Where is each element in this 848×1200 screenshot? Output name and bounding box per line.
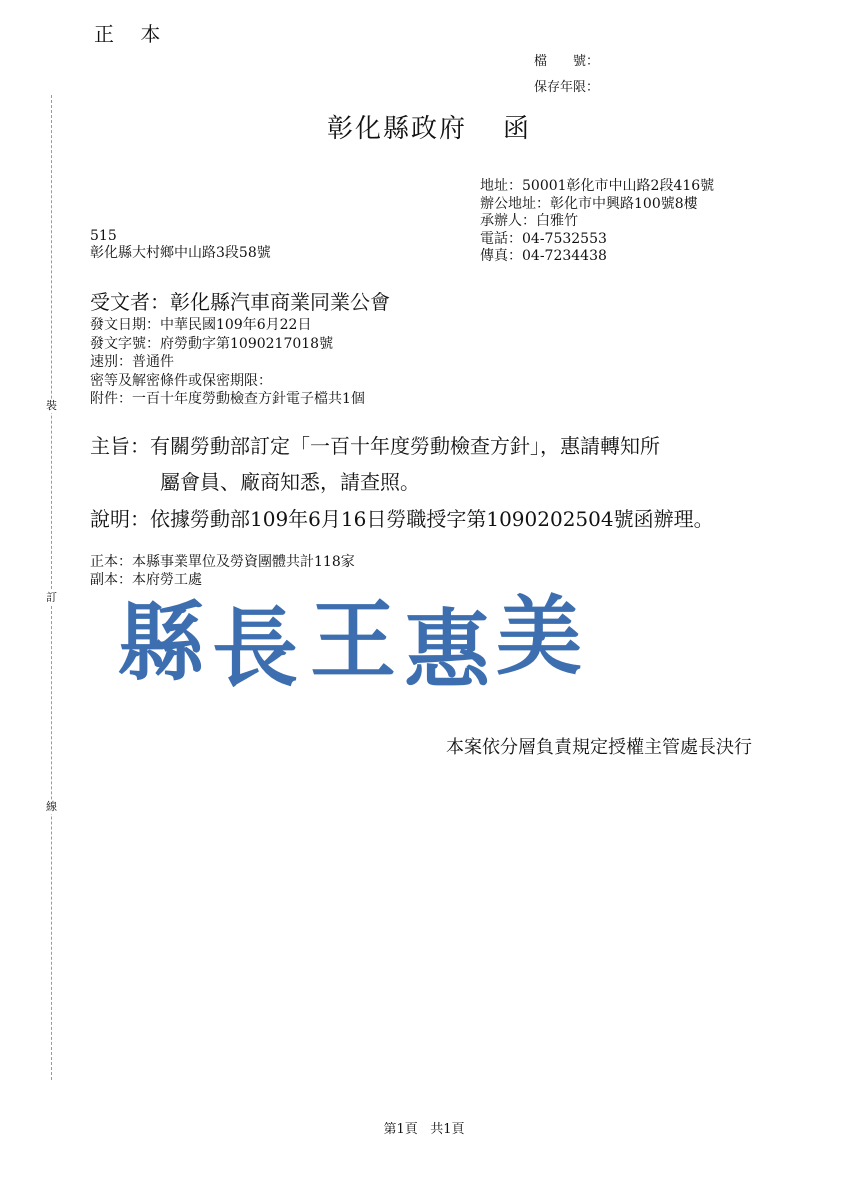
- file-number-label: 檔 號：: [534, 54, 600, 69]
- binding-mark-zhuang: 裝: [46, 399, 57, 412]
- retention-period-label: 保存年限：: [534, 80, 600, 95]
- issue-date: 發文日期：中華民國109年6月22日: [90, 317, 312, 333]
- subject-line-2: 屬會員、廠商知悉，請查照。: [160, 470, 420, 494]
- copy-mark: 正 本: [94, 22, 171, 46]
- document-type: 函: [503, 114, 532, 144]
- issue-number: 發文字號：府勞動字第1090217018號: [90, 335, 334, 352]
- recipient-zip: 515: [90, 228, 117, 244]
- delegation-note: 本案依分層負責規定授權主管處長決行: [446, 737, 752, 758]
- attachment: 附件：一百十年度勞動檢查方針電子檔共1個: [90, 391, 365, 408]
- distribution-original: 正本：本縣事業單位及勞資團體共計118家: [90, 554, 355, 570]
- sender-contact-block: [480, 178, 714, 266]
- delivery-speed: 速別：普通件: [90, 354, 174, 371]
- issue-info-block: [90, 316, 365, 409]
- office-address: 辦公地址：彰化市中興路100號8樓: [480, 195, 698, 212]
- seal-char-3: 王: [310, 593, 396, 689]
- binding-mark-ding: 訂: [46, 591, 57, 604]
- agency-name: 彰化縣政府: [326, 114, 467, 144]
- document-title: [0, 108, 848, 145]
- recipient-street: 彰化縣大村鄉中山路3段58號: [90, 245, 271, 261]
- case-handler: 承辦人：白雅竹: [480, 213, 578, 230]
- page-number: 第1頁: [383, 1122, 418, 1137]
- magistrate-signature-seal: [110, 580, 600, 700]
- phone-number: 電話：04-7532553: [480, 230, 607, 247]
- binding-line: [51, 95, 52, 1080]
- binding-mark-xian: 線: [46, 800, 57, 813]
- page-footer: [0, 1118, 848, 1137]
- seal-char-2: 長: [212, 601, 298, 697]
- explanation: 說明：依據勞動部109年6月16日勞職授字第1090202504號函辦理。: [90, 507, 714, 531]
- seal-char-1: 縣: [118, 595, 204, 691]
- seal-char-5: 美: [496, 589, 582, 685]
- recipient-address-block: [90, 228, 271, 262]
- fax-number: 傳真：04-7234438: [480, 248, 607, 265]
- distribution-copy: 副本：本府勞工處: [90, 572, 202, 589]
- recipient: 受文者：彰化縣汽車商業同業公會: [90, 290, 390, 314]
- confidentiality: 密等及解密條件或保密期限：: [90, 372, 272, 389]
- sender-address: 地址：50001彰化市中山路2段416號: [480, 178, 715, 194]
- subject-line-1: 主旨：有關勞動部訂定「一百十年度勞動檢查方針」，惠請轉知所: [90, 434, 660, 458]
- seal-char-4: 惠: [404, 603, 490, 699]
- page-total: 共1頁: [430, 1122, 465, 1137]
